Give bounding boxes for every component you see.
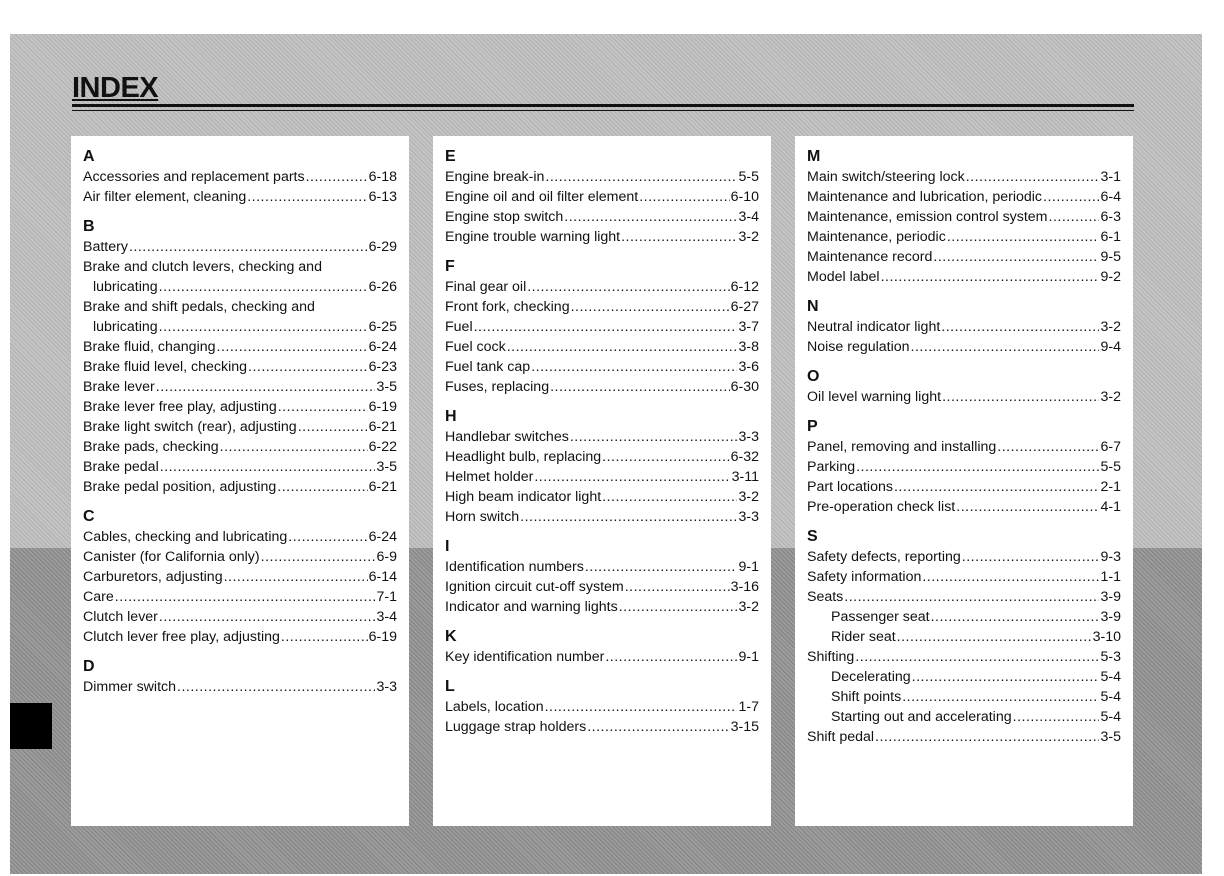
section-letter: K	[445, 628, 457, 645]
index-term: Key identification number	[445, 649, 605, 665]
section-letter: S	[807, 528, 818, 545]
index-term: Front fork, checking	[445, 299, 570, 315]
dot-leader	[585, 557, 738, 577]
index-page-number: 3-5	[1100, 729, 1121, 745]
index-term: Brake fluid, changing	[83, 339, 216, 355]
index-entry	[445, 427, 759, 447]
index-page-number: 3-4	[376, 609, 397, 625]
index-entry	[83, 237, 397, 257]
dot-leader	[570, 427, 738, 447]
index-entry	[807, 477, 1121, 497]
index-entry	[83, 527, 397, 547]
index-term: Neutral indicator light	[807, 319, 941, 335]
dot-leader	[220, 437, 368, 457]
section-letter: L	[445, 678, 455, 695]
index-entry	[83, 377, 397, 397]
index-term: Care	[83, 589, 114, 605]
dot-leader	[160, 457, 376, 477]
index-page-number: 4-1	[1100, 499, 1121, 515]
dot-leader	[621, 227, 737, 247]
dot-leader	[1043, 187, 1099, 207]
section-letter: M	[807, 148, 821, 165]
index-page-number: 3-3	[738, 509, 759, 525]
index-page-number: 3-2	[738, 229, 759, 245]
dot-leader	[564, 207, 737, 227]
index-entry	[807, 687, 1121, 707]
index-term: Engine stop switch	[445, 209, 564, 225]
index-page-number: 3-3	[738, 429, 759, 445]
dot-leader	[534, 467, 730, 487]
index-term: Safety defects, reporting	[807, 549, 961, 565]
index-page-number: 3-15	[730, 719, 759, 735]
dot-leader	[602, 487, 737, 507]
dot-leader	[507, 337, 738, 357]
index-entry	[83, 457, 397, 477]
index-column-3	[795, 136, 1133, 826]
index-term: Handlebar switches	[445, 429, 569, 445]
index-page-number: 9-2	[1100, 269, 1121, 285]
section-letter: I	[445, 538, 450, 555]
index-entry	[445, 597, 759, 617]
index-page-number: 6-14	[368, 569, 397, 585]
index-page-number: 6-12	[730, 279, 759, 295]
index-term: Brake lever free play, adjusting	[83, 399, 277, 415]
index-term: Shift points	[831, 689, 902, 705]
index-term: Cables, checking and lubricating	[83, 529, 288, 545]
index-term: Oil level warning light	[807, 389, 942, 405]
index-page-number: 3-2	[1100, 319, 1121, 335]
index-page-number: 3-9	[1100, 589, 1121, 605]
section-letter: O	[807, 368, 820, 385]
dot-leader	[288, 527, 367, 547]
index-page-number: 7-1	[376, 589, 397, 605]
index-page-number: 5-4	[1100, 709, 1121, 725]
section-letter: A	[83, 148, 95, 165]
index-page-number: 6-9	[376, 549, 397, 565]
dot-leader	[856, 457, 1099, 477]
index-term: Shift pedal	[807, 729, 875, 745]
index-page-number: 9-5	[1100, 249, 1121, 265]
index-page-number: 3-9	[1100, 609, 1121, 625]
index-entry	[83, 257, 397, 277]
index-entry	[807, 497, 1121, 517]
index-term: Brake pedal	[83, 459, 159, 475]
dot-leader	[956, 497, 1099, 517]
index-page-number: 6-30	[730, 379, 759, 395]
index-entry	[445, 717, 759, 737]
index-entry	[445, 647, 759, 667]
dot-leader	[587, 717, 729, 737]
index-page-number: 3-11	[731, 469, 759, 485]
index-entry	[807, 587, 1121, 607]
index-entry	[807, 727, 1121, 747]
index-page-number: 6-32	[730, 449, 759, 465]
index-page-number: 9-1	[738, 649, 759, 665]
dot-leader	[278, 397, 368, 417]
index-term: Indicator and warning lights	[445, 599, 618, 615]
index-entry	[445, 277, 759, 297]
dot-leader	[962, 547, 1100, 567]
index-entry	[83, 277, 397, 297]
index-page-number: 6-26	[368, 279, 397, 295]
index-term: High beam indicator light	[445, 489, 602, 505]
index-term: Fuel tank cap	[445, 359, 531, 375]
index-entry	[83, 417, 397, 437]
dot-leader	[875, 727, 1099, 747]
index-page-number: 6-24	[368, 529, 397, 545]
index-entry	[445, 227, 759, 247]
index-entry	[445, 557, 759, 577]
index-term: Brake pedal position, adjusting	[83, 479, 277, 495]
chapter-tab-marker	[10, 703, 52, 749]
index-term: Battery	[83, 239, 128, 255]
dot-leader	[217, 337, 368, 357]
index-page-number: 5-5	[1100, 459, 1121, 475]
dot-leader	[933, 247, 1099, 267]
index-entry	[83, 337, 397, 357]
index-term: Headlight bulb, replacing	[445, 449, 602, 465]
index-term: Accessories and replacement parts	[83, 169, 305, 185]
index-page-number: 6-22	[368, 439, 397, 455]
section-letter: C	[83, 508, 95, 525]
index-term: Brake and clutch levers, checking and	[83, 259, 322, 275]
dot-leader	[571, 297, 730, 317]
index-page-number: 3-5	[376, 459, 397, 475]
dot-leader	[942, 387, 1099, 407]
index-page-number: 5-5	[738, 169, 759, 185]
index-entry	[807, 647, 1121, 667]
dot-leader	[261, 547, 376, 567]
index-page-number: 6-13	[368, 189, 397, 205]
index-term: Pre-operation check list	[807, 499, 956, 515]
title-rule-thin	[72, 110, 1134, 111]
index-entry	[807, 317, 1121, 337]
index-term: Luggage strap holders	[445, 719, 587, 735]
index-entry	[445, 507, 759, 527]
index-term: lubricating	[93, 319, 158, 335]
index-page-number: 6-27	[730, 299, 759, 315]
index-entry	[83, 397, 397, 417]
dot-leader	[941, 317, 1099, 337]
index-page-number: 6-1	[1100, 229, 1121, 245]
index-entry	[445, 297, 759, 317]
dot-leader	[602, 447, 729, 467]
index-term: Parking	[807, 459, 856, 475]
index-entry	[83, 547, 397, 567]
index-page-number: 6-21	[368, 479, 397, 495]
index-entry	[807, 627, 1121, 647]
section-letter: P	[807, 418, 818, 435]
index-entry	[807, 267, 1121, 287]
index-entry	[83, 587, 397, 607]
index-page-number: 6-10	[730, 189, 759, 205]
dot-leader	[619, 597, 738, 617]
index-entry	[445, 187, 759, 207]
index-page-number: 3-2	[738, 489, 759, 505]
index-entry	[807, 607, 1121, 627]
index-term: Shifting	[807, 649, 855, 665]
index-entry	[807, 437, 1121, 457]
index-entry	[445, 167, 759, 187]
index-page-number: 2-1	[1100, 479, 1121, 495]
index-page-number: 6-3	[1100, 209, 1121, 225]
index-page-number: 6-19	[368, 629, 397, 645]
dot-leader	[894, 477, 1100, 497]
index-term: Maintenance, periodic	[807, 229, 946, 245]
index-term: Maintenance record	[807, 249, 933, 265]
index-entry	[807, 337, 1121, 357]
dot-leader	[897, 627, 1092, 647]
index-term: Maintenance, emission control system	[807, 209, 1048, 225]
dot-leader	[855, 647, 1099, 667]
dot-leader	[527, 277, 729, 297]
index-column-1	[71, 136, 409, 826]
index-entry	[445, 467, 759, 487]
index-term: Panel, removing and installing	[807, 439, 997, 455]
index-entry	[807, 187, 1121, 207]
index-term: Labels, location	[445, 699, 544, 715]
dot-leader	[129, 237, 368, 257]
dot-leader	[224, 567, 368, 587]
index-term: lubricating	[93, 279, 158, 295]
dot-leader	[277, 477, 367, 497]
index-term: Part locations	[807, 479, 893, 495]
index-term: Engine oil and oil filter element	[445, 189, 639, 205]
index-entry	[807, 567, 1121, 587]
dot-leader	[177, 677, 375, 697]
index-term: Engine trouble warning light	[445, 229, 621, 245]
dot-leader	[912, 667, 1100, 687]
index-entry	[445, 377, 759, 397]
dot-leader	[639, 187, 729, 207]
index-entry	[807, 547, 1121, 567]
index-term: Model label	[807, 269, 880, 285]
index-entry	[445, 357, 759, 377]
index-entry	[83, 607, 397, 627]
dot-leader	[1049, 207, 1100, 227]
index-entry	[445, 447, 759, 467]
index-term: Seats	[807, 589, 844, 605]
dot-leader	[947, 227, 1100, 247]
index-entry	[83, 357, 397, 377]
index-entry	[83, 187, 397, 207]
dot-leader	[881, 267, 1100, 287]
dot-leader	[605, 647, 737, 667]
index-term: Clutch lever	[83, 609, 158, 625]
index-entry	[83, 437, 397, 457]
index-term: Canister (for California only)	[83, 549, 260, 565]
index-page-number: 3-2	[1100, 389, 1121, 405]
dot-leader	[1013, 707, 1100, 727]
section-letter: B	[83, 218, 95, 235]
index-term: Brake pads, checking	[83, 439, 219, 455]
section-letter: N	[807, 298, 819, 315]
dot-leader	[159, 277, 368, 297]
dot-leader	[306, 167, 368, 187]
index-page-number: 3-3	[376, 679, 397, 695]
index-term: Horn switch	[445, 509, 520, 525]
dot-leader	[550, 377, 730, 397]
index-entry	[807, 387, 1121, 407]
index-page-number: 6-25	[368, 319, 397, 335]
index-term: Fuel cock	[445, 339, 506, 355]
index-term: Safety information	[807, 569, 922, 585]
index-entry	[83, 317, 397, 337]
index-page-number: 6-21	[368, 419, 397, 435]
section-letter: F	[445, 258, 455, 275]
index-page-number: 3-6	[738, 359, 759, 375]
dot-leader	[997, 437, 1099, 457]
index-entry	[807, 167, 1121, 187]
index-entry	[83, 297, 397, 317]
dot-leader	[520, 507, 737, 527]
index-term: Brake fluid level, checking	[83, 359, 248, 375]
index-entry	[807, 207, 1121, 227]
index-entry	[83, 167, 397, 187]
index-term: Decelerating	[831, 669, 911, 685]
dot-leader	[625, 577, 730, 597]
index-page-number: 3-1	[1100, 169, 1121, 185]
index-entry	[445, 207, 759, 227]
index-page-number: 6-23	[368, 359, 397, 375]
index-entry	[445, 487, 759, 507]
dot-leader	[844, 587, 1099, 607]
index-entry	[445, 577, 759, 597]
index-entry	[83, 677, 397, 697]
index-entry	[807, 457, 1121, 477]
index-page-number: 3-2	[738, 599, 759, 615]
dot-leader	[922, 567, 1099, 587]
index-page-number: 6-18	[368, 169, 397, 185]
section-letter: D	[83, 658, 95, 675]
index-page-number: 3-8	[738, 339, 759, 355]
dot-leader	[298, 417, 368, 437]
dot-leader	[159, 607, 376, 627]
index-page-number: 3-4	[738, 209, 759, 225]
dot-leader	[902, 687, 1099, 707]
title-rule-thick	[72, 104, 1134, 107]
page-title: INDEX	[72, 72, 159, 104]
dot-leader	[156, 377, 376, 397]
index-page-number: 3-7	[738, 319, 759, 335]
index-term: Air filter element, cleaning	[83, 189, 247, 205]
index-term: Brake lever	[83, 379, 155, 395]
dot-leader	[545, 697, 738, 717]
index-page-number: 6-4	[1100, 189, 1121, 205]
index-entry	[445, 697, 759, 717]
index-entry	[445, 317, 759, 337]
index-entry	[83, 477, 397, 497]
index-term: Passenger seat	[831, 609, 930, 625]
index-entry	[445, 337, 759, 357]
index-term: Rider seat	[831, 629, 896, 645]
index-term: Fuel	[445, 319, 473, 335]
index-term: Final gear oil	[445, 279, 527, 295]
index-term: Brake light switch (rear), adjusting	[83, 419, 297, 435]
index-page-number: 6-24	[368, 339, 397, 355]
index-term: Clutch lever free play, adjusting	[83, 629, 280, 645]
index-page-number: 9-1	[738, 559, 759, 575]
dot-leader	[159, 317, 368, 337]
index-entry	[807, 667, 1121, 687]
index-page-number: 9-3	[1100, 549, 1121, 565]
index-term: Fuses, replacing	[445, 379, 550, 395]
index-term: Main switch/steering lock	[807, 169, 965, 185]
index-page-number: 5-4	[1100, 669, 1121, 685]
index-term: Identification numbers	[445, 559, 584, 575]
index-page-number: 3-10	[1092, 629, 1121, 645]
index-term: Dimmer switch	[83, 679, 177, 695]
index-page-number: 1-7	[738, 699, 759, 715]
index-column-2	[433, 136, 771, 826]
dot-leader	[545, 167, 737, 187]
index-term: Maintenance and lubrication, periodic	[807, 189, 1043, 205]
index-page-number: 6-19	[368, 399, 397, 415]
index-page-number: 3-16	[730, 579, 759, 595]
dot-leader	[531, 357, 737, 377]
index-entry	[807, 227, 1121, 247]
dot-leader	[281, 627, 368, 647]
index-page-number: 9-4	[1100, 339, 1121, 355]
section-letter: E	[445, 148, 456, 165]
index-term: Noise regulation	[807, 339, 910, 355]
index-page-number: 3-5	[376, 379, 397, 395]
index-term: Brake and shift pedals, checking and	[83, 299, 315, 315]
index-term: Starting out and accelerating	[831, 709, 1012, 725]
dot-leader	[966, 167, 1100, 187]
index-page-number: 5-4	[1100, 689, 1121, 705]
index-entry	[83, 567, 397, 587]
index-term: Carburetors, adjusting	[83, 569, 223, 585]
index-entry	[83, 627, 397, 647]
dot-leader	[911, 337, 1100, 357]
dot-leader	[474, 317, 738, 337]
index-page-number: 5-3	[1100, 649, 1121, 665]
index-entry	[807, 707, 1121, 727]
section-letter: H	[445, 408, 457, 425]
dot-leader	[931, 607, 1100, 627]
dot-leader	[115, 587, 376, 607]
index-page-number: 6-7	[1100, 439, 1121, 455]
dot-leader	[248, 357, 368, 377]
index-page-number: 6-29	[368, 239, 397, 255]
index-term: Ignition circuit cut-off system	[445, 579, 624, 595]
index-page-number: 1-1	[1100, 569, 1121, 585]
index-entry	[807, 247, 1121, 267]
dot-leader	[247, 187, 367, 207]
index-term: Engine break-in	[445, 169, 545, 185]
index-term: Helmet holder	[445, 469, 534, 485]
